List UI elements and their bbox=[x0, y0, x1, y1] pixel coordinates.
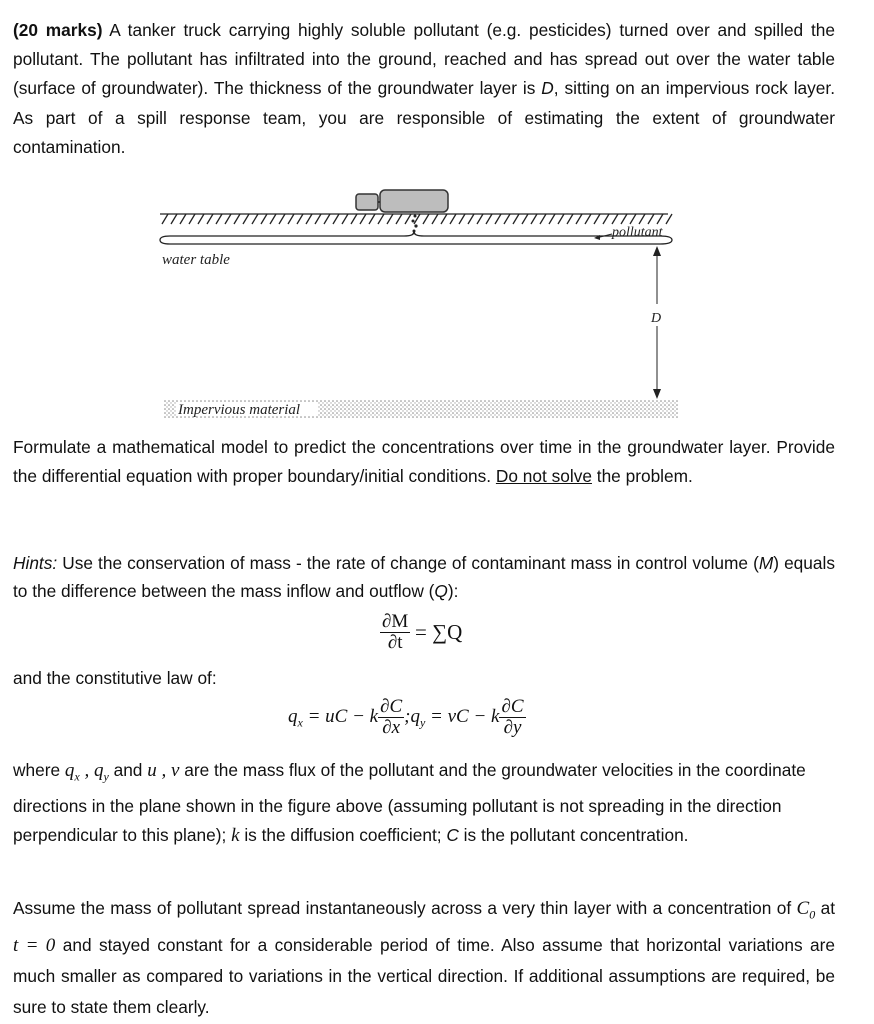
ground-hatch-mark bbox=[306, 214, 312, 224]
hints-text-3: ): bbox=[447, 581, 459, 601]
eq2-num-2: ∂C bbox=[501, 696, 524, 717]
ground-hatch-mark bbox=[423, 214, 429, 224]
ground-hatch-mark bbox=[243, 214, 249, 224]
marks-label: (20 marks) bbox=[13, 20, 103, 40]
intro-text-2: , sitting on an impervious rock layer. As part of a spill response team, you are responsible of estimating the extent of groundwater contamination. bbox=[13, 78, 836, 157]
where-text-4: is the diffusion coefficient; bbox=[239, 825, 447, 846]
ground-hatch-mark bbox=[324, 214, 330, 224]
ground-hatch-mark bbox=[621, 214, 627, 224]
hints-paragraph bbox=[13, 549, 835, 605]
assumptions-paragraph bbox=[13, 893, 835, 1023]
pollutant-label: pollutant bbox=[612, 225, 663, 240]
ground-hatch-mark bbox=[594, 214, 600, 224]
eq2-separator: ;q bbox=[404, 705, 420, 727]
ground-hatch-mark bbox=[603, 214, 609, 224]
ground-hatch-mark bbox=[477, 214, 483, 224]
intro-D-symbol: D bbox=[541, 78, 554, 99]
eq2-num-1: ∂C bbox=[380, 696, 403, 717]
problem-intro bbox=[13, 16, 835, 162]
eq2-qx: q bbox=[288, 705, 298, 727]
assume-C0-sub: 0 bbox=[809, 907, 816, 922]
ground-hatch-mark bbox=[432, 214, 438, 224]
where-text-5: is the pollutant concentration. bbox=[458, 825, 689, 846]
where-comma: , bbox=[79, 760, 94, 781]
ground-hatch-mark bbox=[540, 214, 546, 224]
eq2-mid-1: = uC − k bbox=[302, 705, 379, 727]
eq2-mid-2: = vC − k bbox=[425, 705, 500, 727]
ground-hatch-mark bbox=[648, 214, 654, 224]
ground-hatch-mark bbox=[333, 214, 339, 224]
ground-hatch-mark bbox=[504, 214, 510, 224]
where-C: C bbox=[446, 825, 459, 846]
hints-M-symbol: M bbox=[758, 553, 774, 573]
task-text-2: the problem. bbox=[591, 466, 693, 487]
eq2-den-1: ∂x bbox=[382, 717, 401, 738]
ground-hatch-mark bbox=[225, 214, 231, 224]
ground-hatch-mark bbox=[378, 214, 384, 224]
ground-hatch-mark bbox=[315, 214, 321, 224]
ground-hatch-mark bbox=[369, 214, 375, 224]
where-text-3: are the mass flux of the pollutant and the groundwater velocities in the coordinate directions in the plane shown in the figure above (assuming pollutant is not spreading in the direction perpendicular to this plane); bbox=[13, 760, 806, 846]
hints-text-1: Use the conservation of mass - the rate of change of contaminant mass in control volume ( bbox=[57, 553, 759, 573]
eq2-qx-sub: x bbox=[297, 715, 303, 730]
ground-hatch-mark bbox=[522, 214, 528, 224]
do-not-solve-text: Do not solve bbox=[495, 466, 592, 487]
eq1-numerator: ∂M bbox=[382, 611, 409, 632]
ground-hatch-mark bbox=[216, 214, 222, 224]
assume-C0: C bbox=[796, 898, 810, 919]
ground-hatch-mark bbox=[342, 214, 348, 224]
ground-hatch-mark bbox=[162, 214, 168, 224]
ground-hatch-mark bbox=[468, 214, 474, 224]
where-text-1: where bbox=[13, 760, 65, 780]
ground-hatch-mark bbox=[531, 214, 537, 224]
ground-hatch-mark bbox=[288, 214, 294, 224]
ground-hatch-mark bbox=[198, 214, 204, 224]
thickness-D-label: D bbox=[651, 311, 662, 326]
ground-hatch-mark bbox=[450, 214, 456, 224]
ground-hatch-mark bbox=[486, 214, 492, 224]
ground-hatch-mark bbox=[270, 214, 276, 224]
ground-hatch-mark bbox=[351, 214, 357, 224]
ground-hatch-mark bbox=[405, 214, 411, 224]
ground-hatch-mark bbox=[279, 214, 285, 224]
assume-text-2: at bbox=[815, 898, 835, 918]
ground-hatch-mark bbox=[189, 214, 195, 224]
ground-hatch-mark bbox=[576, 214, 582, 224]
ground-hatch-mark bbox=[558, 214, 564, 224]
ground-hatch-mark bbox=[171, 214, 177, 224]
intro-text-1: A tanker truck carrying highly soluble pollutant (e.g. pesticides) turned over and spilled the pollutant. The pollutant has infiltrated into the ground, reached and has spread out over the water table (surface of groundwater). The thickness of the groundwater layer is bbox=[13, 20, 835, 99]
groundwater-diagram bbox=[0, 180, 874, 430]
task-text-1: Formulate a mathematical model to predict the concentrations over time in the groundwater layer. Provide the differential equation with proper boundary/initial conditions. bbox=[13, 437, 835, 487]
hints-label: Hints: bbox=[13, 553, 58, 573]
ground-hatch-mark bbox=[657, 214, 663, 224]
eq1-rhs: = ∑Q bbox=[415, 620, 463, 644]
where-text-2: and bbox=[108, 760, 148, 780]
ground-hatch-mark bbox=[549, 214, 555, 224]
ground-hatch-mark bbox=[234, 214, 240, 224]
ground-hatch-mark bbox=[612, 214, 618, 224]
ground-hatch-mark bbox=[207, 214, 213, 224]
impervious-label: Impervious material bbox=[178, 402, 301, 418]
where-qx-sub: x bbox=[74, 769, 80, 784]
ground-hatch-mark bbox=[387, 214, 393, 224]
mass-balance-equation bbox=[380, 612, 462, 653]
ground-hatch-mark bbox=[252, 214, 258, 224]
assume-t0: t = 0 bbox=[13, 935, 56, 957]
where-qy: q bbox=[93, 760, 104, 781]
ground-hatch-mark bbox=[459, 214, 465, 224]
constitutive-label: and the constitutive law of: bbox=[13, 668, 217, 688]
truck-icon bbox=[356, 190, 448, 212]
assume-text-1: Assume the mass of pollutant spread instantaneously across a very thin layer with a concentration of bbox=[13, 898, 797, 918]
hints-Q-symbol: Q bbox=[434, 581, 448, 601]
ground-hatch-mark bbox=[639, 214, 645, 224]
eq2-den-2: ∂y bbox=[503, 717, 522, 738]
ground-hatch-mark bbox=[396, 214, 402, 224]
eq1-denominator: ∂t bbox=[387, 632, 403, 653]
ground-hatch-mark bbox=[666, 214, 672, 224]
ground-hatch-mark bbox=[261, 214, 267, 224]
ground-hatch-mark bbox=[297, 214, 303, 224]
assume-text-3: and stayed constant for a considerable period of time. Also assume that horizontal variations are much smaller as compared to variations in the vertical direction. If additional assumptions are required, be sure to state them clearly. bbox=[13, 935, 835, 1018]
where-paragraph bbox=[13, 756, 835, 851]
eq2-qy-sub: y bbox=[419, 715, 426, 730]
where-k: k bbox=[231, 825, 240, 847]
where-uv: u , v bbox=[147, 760, 180, 781]
constitutive-equation bbox=[288, 697, 526, 738]
ground-hatch-mark bbox=[630, 214, 636, 224]
task-paragraph bbox=[13, 433, 835, 491]
ground-hatch-mark bbox=[513, 214, 519, 224]
where-qy-sub: y bbox=[103, 769, 109, 784]
ground-hatch-mark bbox=[360, 214, 366, 224]
ground-hatch-mark bbox=[567, 214, 573, 224]
water-table-label: water table bbox=[162, 252, 230, 268]
ground-hatch-mark bbox=[180, 214, 186, 224]
hints-text-2: ) equals to the difference between the mass inflow and outflow ( bbox=[13, 553, 835, 601]
ground-hatch-mark bbox=[441, 214, 447, 224]
ground-hatch-mark bbox=[585, 214, 591, 224]
where-qx: q bbox=[64, 760, 75, 781]
ground-hatch-mark bbox=[495, 214, 501, 224]
